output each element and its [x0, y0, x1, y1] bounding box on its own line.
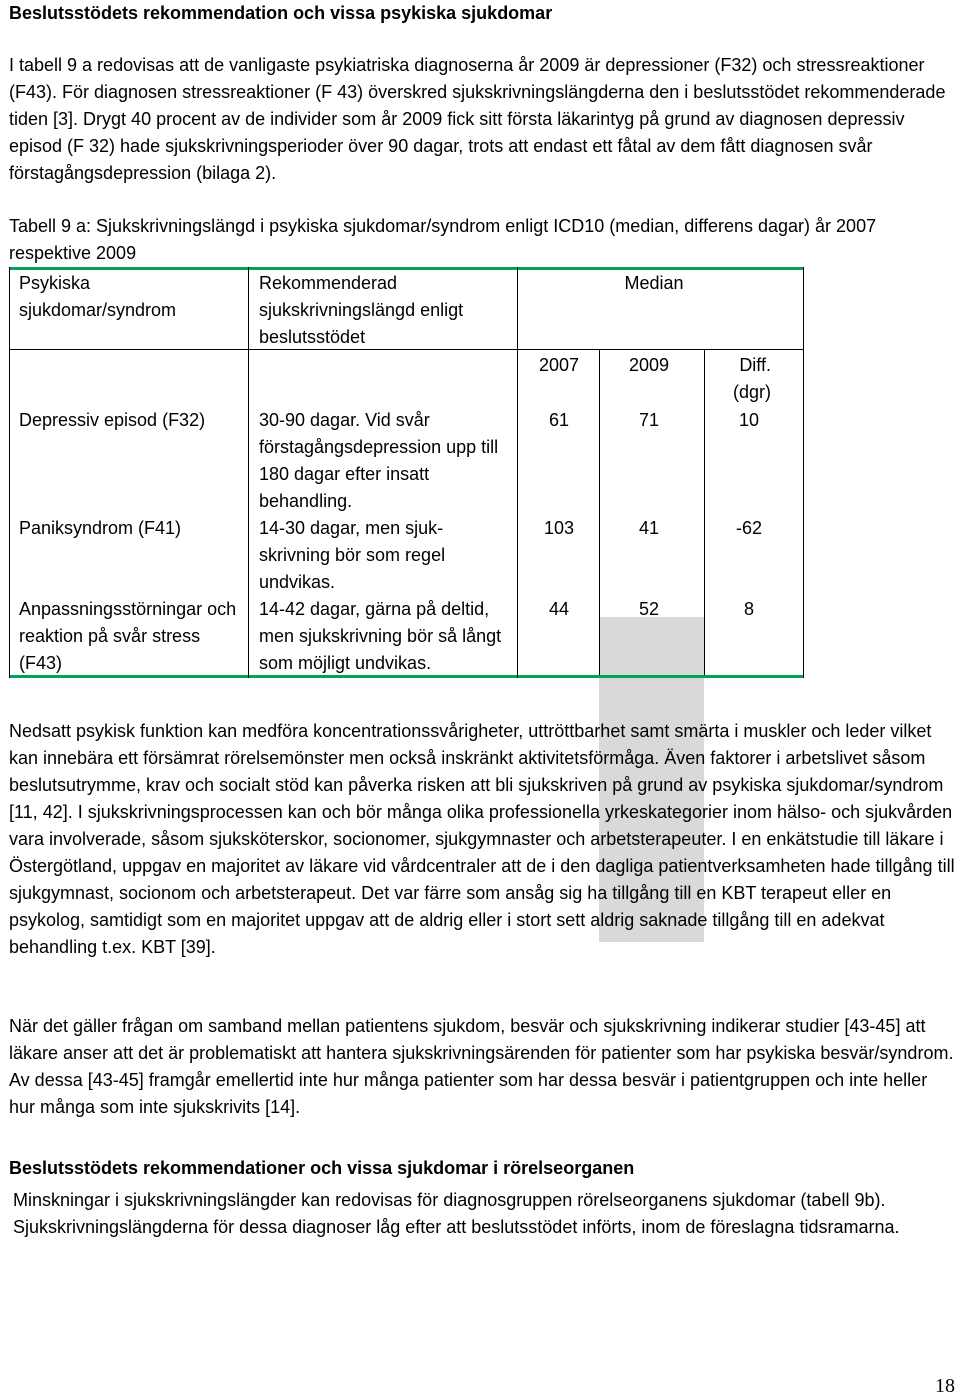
sick-leave-table	[9, 267, 804, 681]
paragraph-intro: I tabell 9 a redovisas att de vanligaste psykiatriska diagnoserna år 2009 är depressioner (F32) och stressreaktioner (F43). För diagnosen stressreaktioner (F 43) överskred sjukskrivningslängderna den i beslutsstödet rekommenderade tiden [3]. Drygt 40 procent av de individer som år 2009 fick sitt första läkarintyg på grund av diagnosen depressiv episod (F 32) hade sjukskrivningsperioder över 90 dagar, trots att endast ett fåtal av dem fått diagnosen svår förstagångsdepression (bilaga 2).	[9, 55, 946, 183]
header-diagnosis: Psykiska sjukdomar/syndrom	[19, 273, 177, 320]
table-row-1-2009: 71	[638, 410, 660, 430]
table-row-2-recommendation: 14-30 dagar, men sjuk-skrivning bör som regel undvikas.	[259, 518, 446, 592]
table-row-2-diff: -62	[735, 518, 762, 538]
header-diff: Diff. (dgr)	[732, 355, 771, 402]
table-row-2-2007: 103	[543, 518, 575, 538]
table-caption: Tabell 9 a: Sjukskrivningslängd i psykiska sjukdomar/syndrom enligt ICD10 (median, differens dagar) år 2007 respektive 2009	[9, 216, 877, 263]
paragraph-association: När det gäller frågan om samband mellan patientens sjukdom, besvär och sjukskrivning indikerar studier [43-45] att läkare anser att det är problematiskt att hantera sjukskrivningsärenden för patienter som har psykiska besvär/syndrom. Av dessa [43-45] framgår emellertid inte hur många patienter som har dessa besvär i patientgruppen och inte heller hur många som inte sjukskrivits [14].	[9, 1016, 954, 1117]
table-row-1-recommendation: 30-90 dagar. Vid svår förstagångsdepression upp till 180 dagar efter insatt behandling.	[259, 410, 499, 511]
section-heading-musculoskeletal: Beslutsstödets rekommendationer och vissa sjukdomar i rörelseorganen	[9, 1158, 635, 1178]
table-row-2-2009: 41	[638, 518, 660, 538]
table-row-3-diagnosis: Anpassningsstörningar och reaktion på svår stress (F43)	[19, 599, 237, 673]
header-recommendation: Rekommenderad sjukskrivningslängd enligt beslutsstödet	[259, 273, 464, 347]
header-year-2007: 2007	[538, 355, 580, 375]
table-row-1-diagnosis: Depressiv episod (F32)	[19, 410, 206, 430]
header-year-2009: 2009	[628, 355, 670, 375]
section-heading-psychiatric: Beslutsstödets rekommendation och vissa psykiska sjukdomar	[9, 3, 553, 23]
table-row-2-diagnosis: Paniksyndrom (F41)	[19, 518, 182, 538]
table-row-3-diff: 8	[743, 599, 754, 619]
table-row-3-recommendation: 14-42 dagar, gärna på deltid, men sjukskrivning bör så långt som möjligt undvikas.	[259, 599, 502, 673]
table-row-1-2007: 61	[548, 410, 570, 430]
table-row-3-2009: 52	[638, 599, 660, 619]
paragraph-reductions: Minskningar i sjukskrivningslängder kan redovisas för diagnosgruppen rörelseorganens sjukdomar (tabell 9b). Sjukskrivningslängderna för dessa diagnoser låg efter att beslutsstödet införts, inom de föreslagna tidsramarna.	[13, 1190, 900, 1237]
header-median: Median	[624, 273, 684, 293]
table-row-3-2007: 44	[548, 599, 570, 619]
table-row-1-diff: 10	[738, 410, 760, 430]
paragraph-function: Nedsatt psykisk funktion kan medföra koncentrationssvårigheter, uttröttbarhet samt smärta i muskler och leder vilket kan innebära ett försämrat rörelsemönster men också inskränkt aktivitetsförmåga. Även faktorer i arbetslivet såsom beslutsutrymme, krav och socialt stöd kan påverka risken att bli sjukskriven på grund av psykiska sjukdomar/syndrom [11, 42]. I sjukskrivningsprocessen kan och bör många olika professionella yrkeskategorier inom hälso- och sjukvården vara involverade, såsom sjuksköterskor, socionomer, sjukgymnaster och arbetsterapeuter. I en enkätstudie till läkare i Östergötland, uppgav en majoritet av läkare vid vårdcentraler att de i den dagliga patientverksamheten hade tillgång till sjukgymnast, socionom och arbetsterapeut. Det var färre som ansåg sig ha tillgång till en KBT terapeut eller en psykolog, samtidigt som en majoritet uppgav att de aldrig eller i stort sett aldrig saknade tillgång till en adekvat behandling t.ex. KBT [39].	[9, 721, 955, 957]
page-number: 18	[935, 1375, 955, 1397]
